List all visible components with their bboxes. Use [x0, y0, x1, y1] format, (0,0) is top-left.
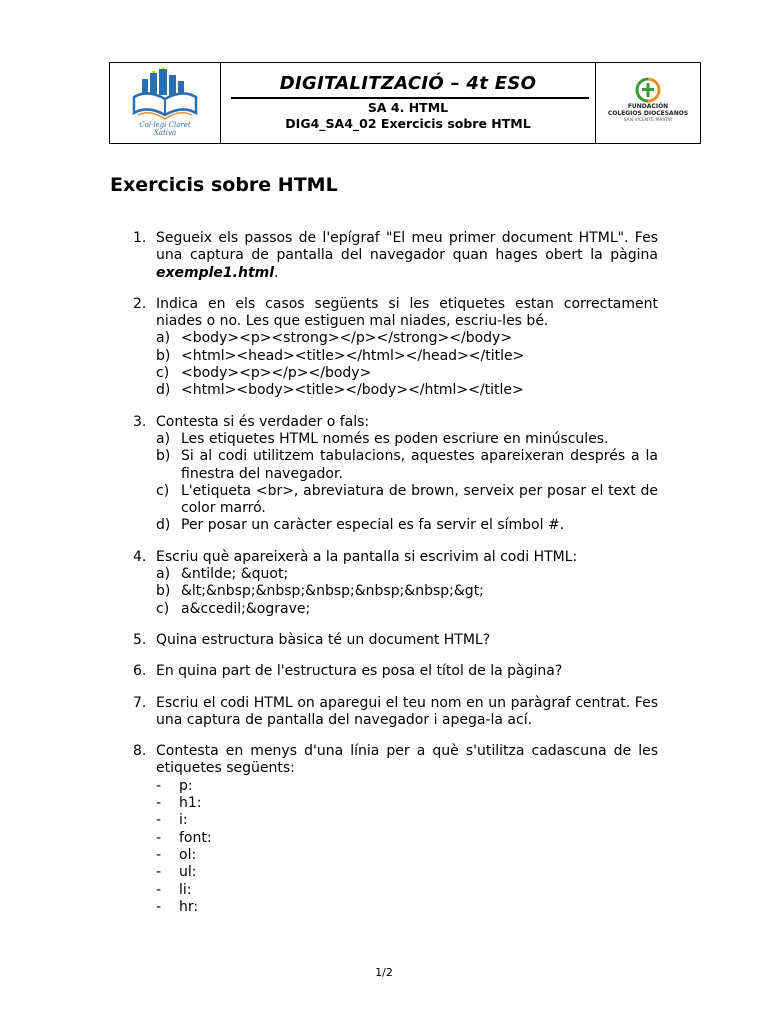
- exercise-8: [110, 743, 658, 916]
- tag-bullet: -: [156, 777, 162, 794]
- sub-item: [156, 483, 658, 518]
- exercise-4: [110, 549, 658, 618]
- tag-text: h1:: [179, 795, 202, 812]
- exercise-number: 2.: [133, 295, 147, 312]
- tag-item: [156, 847, 658, 864]
- tag-text: font:: [179, 829, 212, 846]
- sub-item-text: <html><body><title></body></html></title>: [181, 382, 524, 399]
- tag-item: [156, 795, 658, 812]
- sub-item: [156, 448, 658, 483]
- exercise-number: 5.: [133, 631, 147, 648]
- document-header: [109, 62, 701, 144]
- foundation-name-line3: SAN VICENTE MÀRTIR: [623, 118, 673, 123]
- sub-item-label: a): [156, 430, 171, 447]
- sub-item-text: a&ccedil;&ograve;: [181, 600, 311, 617]
- tag-item: [156, 830, 658, 847]
- tag-bullet: -: [156, 864, 162, 881]
- sub-item-label: d): [156, 382, 171, 399]
- sub-item-label: c): [156, 365, 170, 382]
- tag-text: i:: [179, 812, 188, 829]
- exercise-text: Contesta si és verdader o fals:: [156, 413, 370, 430]
- sub-item: [156, 382, 658, 399]
- exercise-3: [110, 414, 658, 535]
- exercise-text: Escriu el codi HTML on aparegui el teu nom en un paràgraf centrat. Fes una captura de pantalla del navegador i apega-la ací.: [156, 694, 658, 728]
- sub-item: [156, 431, 658, 448]
- exercise-text: Contesta en menys d'una línia per a què s'utilitza cadascuna de les etiquetes següents:: [156, 743, 658, 777]
- tag-item: [156, 864, 658, 881]
- exercise-number: 4.: [133, 548, 147, 565]
- page-title: Exercicis sobre HTML: [110, 174, 338, 196]
- page-number: 1/2: [375, 966, 393, 979]
- exercise-text: En quina part de l'estructura es posa el títol de la pàgina?: [156, 663, 563, 680]
- exercise-list-container: [110, 230, 658, 930]
- sub-item: [156, 583, 658, 600]
- sub-item: [156, 566, 658, 583]
- sub-item: [156, 330, 658, 347]
- sub-item-text: <body><p></p></body>: [181, 365, 372, 382]
- title-underline: [231, 97, 589, 99]
- header-title-cell: [221, 63, 596, 143]
- sub-item: [156, 517, 658, 534]
- sub-item-text: <html><head><title></html></head></title>: [181, 347, 525, 364]
- sub-item-label: d): [156, 517, 171, 534]
- sub-item: [156, 365, 658, 382]
- exercise-number: 3.: [133, 413, 147, 430]
- tag-text: p:: [179, 777, 193, 794]
- sub-item: [156, 601, 658, 618]
- sub-item-label: b): [156, 347, 171, 364]
- tag-item: [156, 812, 658, 829]
- sub-item-text: Les etiquetes HTML només es poden escriure en minúscules.: [181, 430, 609, 447]
- tag-item: [156, 899, 658, 916]
- exercise-filename: exemple1.html: [156, 264, 275, 281]
- tag-bullet: -: [156, 881, 162, 898]
- tag-text: ol:: [179, 846, 197, 863]
- exercise-1: [110, 230, 658, 282]
- school-logo-text-line1: Col·legi Claret: [139, 121, 191, 129]
- exercise-text-part: Segueix els passos de l'epígraf "El meu primer document HTML". Fes una captura de pantalla del navegador quan hages obert la pàgina: [156, 230, 658, 264]
- exercise-text: Quina estructura bàsica té un document HTML?: [156, 631, 491, 648]
- tag-bullet: -: [156, 795, 162, 812]
- tag-text: hr:: [179, 898, 199, 915]
- school-logo: [128, 67, 202, 123]
- foundation-name-line1: FUNDACIÓN: [627, 103, 669, 110]
- foundation-logo-text: [596, 103, 700, 124]
- exercise-7: [110, 695, 658, 730]
- sub-item-text: Si al codi utilitzem tabulacions, aquestes apareixeran després a la finestra del navegador.: [181, 448, 658, 482]
- sub-item: [156, 348, 658, 365]
- tag-bullet: -: [156, 829, 162, 846]
- sub-item-label: c): [156, 600, 170, 617]
- tag-text: li:: [179, 881, 192, 898]
- exercise-list: [110, 230, 658, 916]
- tag-text: ul:: [179, 864, 197, 881]
- tag-bullet: -: [156, 846, 162, 863]
- tag-bullet: -: [156, 898, 162, 915]
- header-left-cell: [110, 63, 221, 143]
- school-logo-text: [110, 121, 220, 137]
- exercise-5: [110, 632, 658, 649]
- sub-item-text: Per posar un caràcter especial es fa servir el símbol #.: [181, 517, 565, 534]
- sub-item-label: a): [156, 566, 171, 583]
- tag-item: [156, 882, 658, 899]
- exercise-text: Escriu què apareixerà a la pantalla si escrivim al codi HTML:: [156, 548, 578, 565]
- course-title: DIGITALITZACIÓ – 4t ESO: [279, 73, 537, 94]
- exercise-number: 8.: [133, 743, 147, 760]
- sub-item-text: <body><p><strong></p></strong></body>: [181, 330, 513, 347]
- sub-item-label: c): [156, 482, 170, 499]
- sub-item-label: b): [156, 448, 171, 465]
- sub-item-text: &lt;&nbsp;&nbsp;&nbsp;&nbsp;&nbsp;&gt;: [181, 583, 484, 600]
- exercise-2: [110, 296, 658, 400]
- tag-item: [156, 778, 658, 795]
- exercise-number: 7.: [133, 694, 147, 711]
- exercise-number: 6.: [133, 663, 147, 680]
- exercise-6: [110, 663, 658, 680]
- tag-bullet: -: [156, 812, 162, 829]
- exercise-number: 1.: [133, 230, 147, 246]
- exercise-text-end: .: [274, 264, 279, 281]
- foundation-logo: [634, 77, 662, 103]
- unit-label: SA 4. HTML: [367, 100, 449, 115]
- header-right-cell: [596, 63, 700, 143]
- exercise-text: Indica en els casos següents si les etiquetes estan correctament niades o no. Les que estiguen mal niades, escriu-les bé.: [156, 295, 658, 330]
- sub-item-label: a): [156, 330, 171, 347]
- exercise-text: [156, 230, 658, 282]
- school-logo-text-line2: Xàtiva: [153, 129, 177, 137]
- foundation-name-line2: COLEGIOS DIOCESANOS: [607, 110, 689, 117]
- sub-item-text: L'etiqueta <br>, abreviatura de brown, serveix per posar el text de color marró.: [181, 482, 658, 517]
- sub-item-text: &ntilde; &quot;: [181, 566, 289, 583]
- sub-item-label: b): [156, 583, 171, 600]
- document-code: DIG4_SA4_02 Exercicis sobre HTML: [285, 116, 531, 131]
